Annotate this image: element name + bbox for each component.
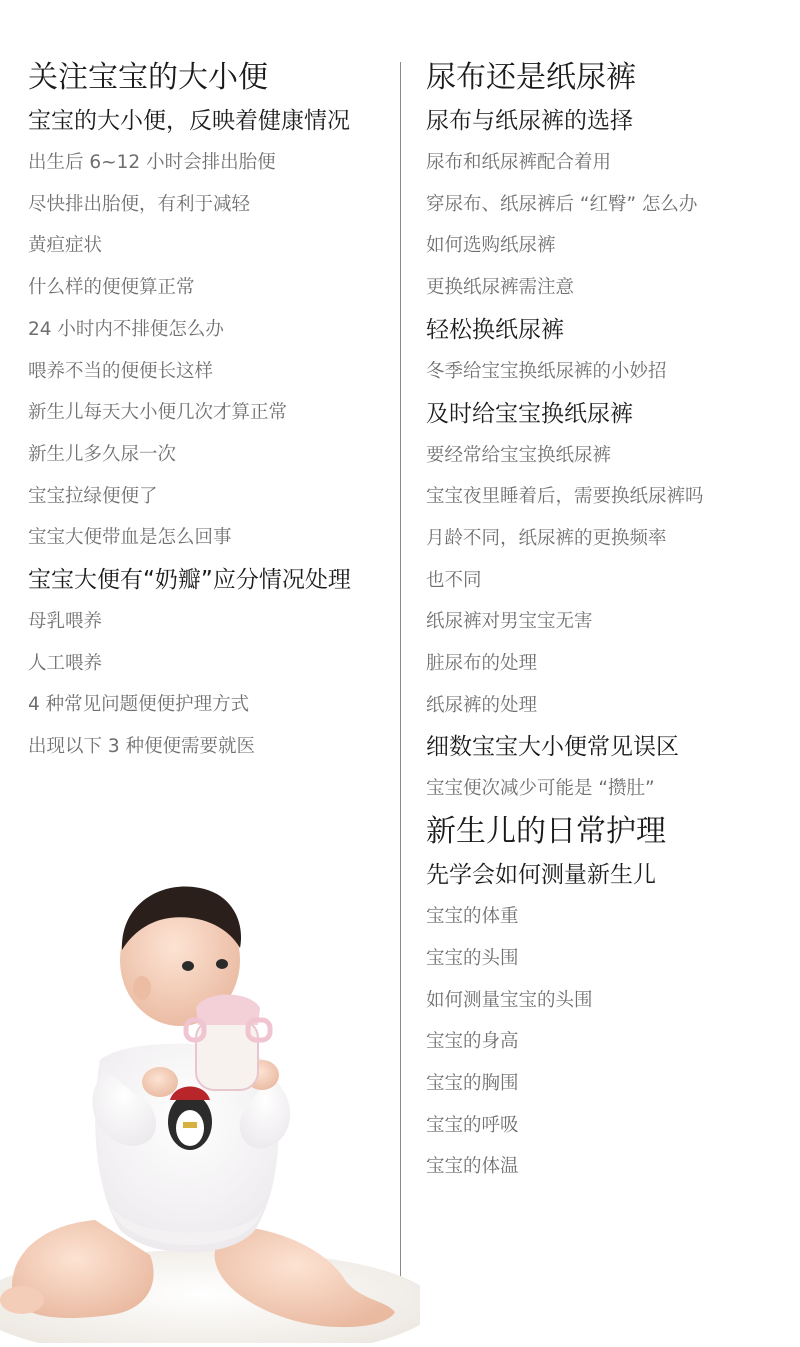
toc-item: 宝宝的头围 <box>426 947 519 969</box>
toc-item: 出生后 6~12 小时会排出胎便 <box>28 152 276 173</box>
toc-item: 黄疸症状 <box>28 235 103 257</box>
section-title: 尿布还是纸尿裤 <box>426 60 636 95</box>
toc-item: 新生儿每天大小便几次才算正常 <box>28 402 288 424</box>
section-title: 新生儿的日常护理 <box>426 814 666 850</box>
toc-item: 4 种常见问题便便护理方式 <box>28 694 250 716</box>
toc-item: 宝宝拉绿便便了 <box>28 485 158 507</box>
toc-item: 宝宝的体温 <box>426 1156 519 1178</box>
toc-item: 尽快排出胎便，有利于减轻 <box>28 193 251 215</box>
toc-item: 冬季给宝宝换纸尿裤的小妙招 <box>426 360 667 382</box>
toc-item: 什么样的便便算正常 <box>28 277 195 299</box>
toc-item: 宝宝的胸围 <box>426 1072 519 1094</box>
subsection-title: 及时给宝宝换纸尿裤 <box>426 400 633 427</box>
subsection-title: 尿布与纸尿裤的选择 <box>426 108 633 134</box>
toc-item: 尿布和纸尿裤配合着用 <box>426 152 612 173</box>
toc-item: 宝宝夜里睡着后，需要换纸尿裤吗 <box>426 486 704 508</box>
toc-item: 要经常给宝宝换纸尿裤 <box>426 444 612 466</box>
right-toc-column <box>426 56 786 1188</box>
left-toc-column <box>28 56 388 768</box>
toc-item: 24 小时内不排便怎么办 <box>28 318 224 340</box>
subsection-title: 宝宝大便有“奶瓣”应分情况处理 <box>28 567 351 594</box>
toc-item: 宝宝大便带血是怎么回事 <box>28 527 232 549</box>
toc-item: 月龄不同，纸尿裤的更换频率 <box>426 527 667 549</box>
toc-item: 纸尿裤的处理 <box>426 694 538 716</box>
toc-item: 也不同 <box>426 569 482 591</box>
toc-item: 如何选购纸尿裤 <box>426 235 556 257</box>
subsection-title: 宝宝的大小便，反映着健康情况 <box>28 108 350 134</box>
toc-item: 宝宝的呼吸 <box>426 1114 519 1136</box>
toc-item: 出现以下 3 种便便需要就医 <box>28 736 256 758</box>
section-title: 关注宝宝的大小便 <box>28 60 268 95</box>
toc-item: 人工喂养 <box>28 652 103 674</box>
toc-item: 纸尿裤对男宝宝无害 <box>426 611 593 633</box>
subsection-title: 细数宝宝大小便常见误区 <box>426 734 679 761</box>
subsection-title: 轻松换纸尿裤 <box>426 316 564 343</box>
baby-photo <box>0 860 420 1343</box>
toc-item: 母乳喂养 <box>28 611 103 633</box>
subsection-title: 先学会如何测量新生儿 <box>426 862 656 889</box>
toc-item: 宝宝的体重 <box>426 906 519 928</box>
toc-item: 喂养不当的便便长这样 <box>28 360 214 382</box>
toc-item: 如何测量宝宝的头围 <box>426 989 593 1011</box>
toc-item: 宝宝便次减少可能是 “攒肚” <box>426 778 655 800</box>
toc-item: 脏尿布的处理 <box>426 653 538 675</box>
toc-item: 新生儿多久尿一次 <box>28 443 177 465</box>
toc-item: 更换纸尿裤需注意 <box>426 277 575 299</box>
toc-item: 宝宝的身高 <box>426 1031 519 1053</box>
toc-item: 穿尿布、纸尿裤后 “红臀” 怎么办 <box>426 193 698 215</box>
